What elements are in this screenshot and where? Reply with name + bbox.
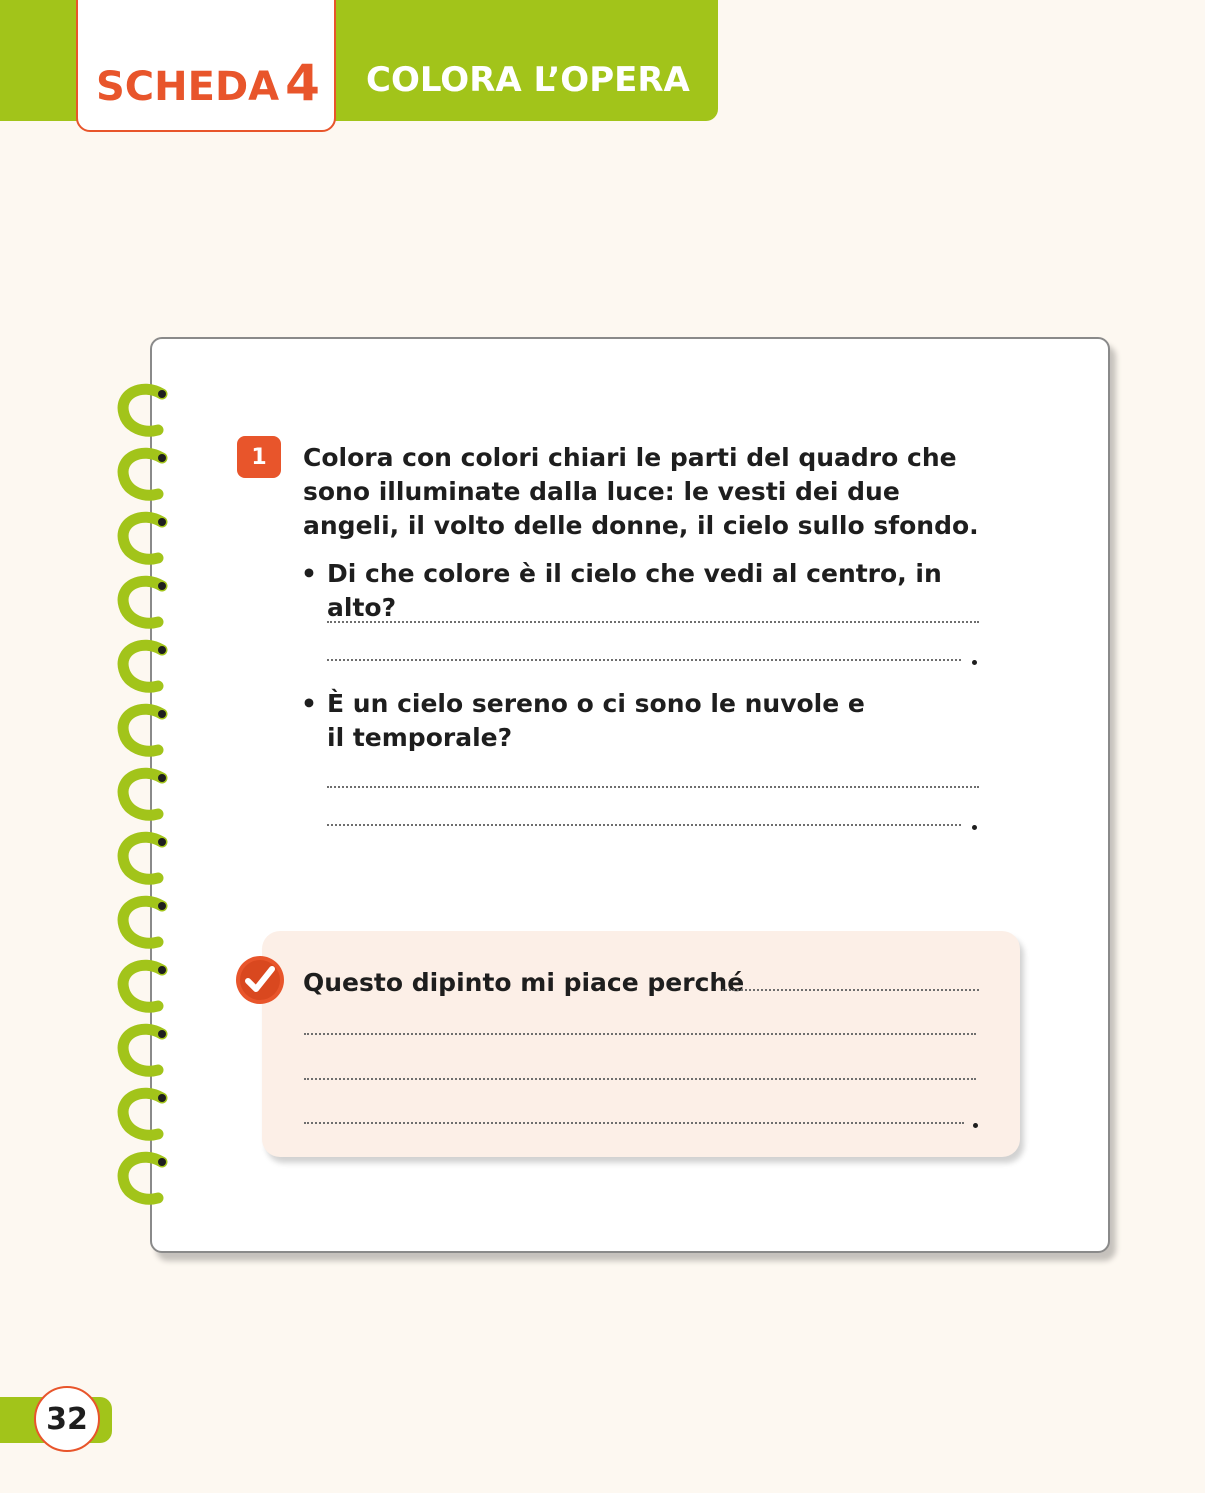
spiral-ring-icon [114,1084,174,1144]
scheda-word: SCHEDA [96,64,280,110]
check-icon [235,955,285,1005]
answer-line[interactable] [327,621,979,623]
page-title: COLORA L’OPERA [366,60,690,100]
question-text: È un cielo sereno o ci sono le nuvole e il temporale? [327,689,865,752]
spiral-ring-icon [114,956,174,1016]
answer-line[interactable] [304,1078,976,1080]
spiral-ring-icon [114,1020,174,1080]
spiral-ring-icon [114,508,174,568]
answer-line[interactable] [304,1122,964,1124]
line-end-dot [972,660,977,665]
page-number: 32 [34,1386,100,1452]
answer-line[interactable] [722,989,979,991]
spiral-ring-icon [114,572,174,632]
answer-line[interactable] [327,824,961,826]
reflection-prompt: Questo dipinto mi piace perché [303,968,745,997]
spiral-ring-icon [114,700,174,760]
bullet-dot: • [301,689,317,718]
bullet-dot: • [301,559,317,588]
line-end-dot [972,825,977,830]
spiral-binding [114,380,174,1210]
answer-line[interactable] [304,1033,976,1035]
spiral-ring-icon [114,764,174,824]
scheda-label [96,54,320,112]
spiral-ring-icon [114,380,174,440]
spiral-ring-icon [114,1148,174,1208]
exercise-number-badge: 1 [237,436,281,478]
answer-line[interactable] [327,659,961,661]
spiral-ring-icon [114,892,174,952]
spiral-ring-icon [114,636,174,696]
line-end-dot [973,1123,978,1128]
question-text: Di che colore è il cielo che vedi al centro, in alto? [327,559,942,622]
scheda-number: 4 [285,54,320,112]
spiral-ring-icon [114,444,174,504]
exercise-instruction: Colora con colori chiari le parti del quadro che sono illuminate dalla luce: le vesti dei due angeli, il volto delle donne, il cielo sullo sfondo. [303,443,979,540]
spiral-ring-icon [114,828,174,888]
answer-line[interactable] [327,786,979,788]
